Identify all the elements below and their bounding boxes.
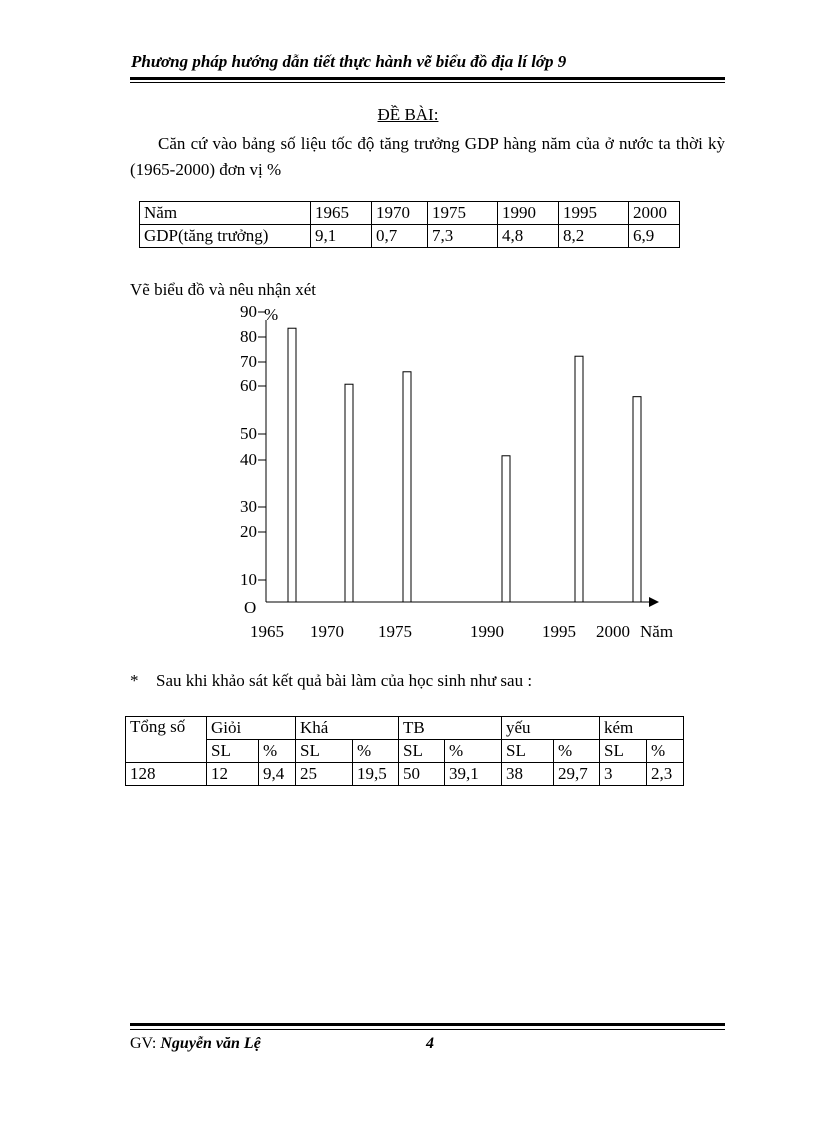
bar-2000 — [633, 397, 641, 602]
y-tick-label: 60 — [240, 376, 257, 395]
table-cell: 1970 — [372, 202, 428, 225]
table-cell: 1975 — [428, 202, 498, 225]
page-number: 4 — [426, 1035, 434, 1052]
y-tick-label: 90 — [240, 302, 257, 321]
x-tick-label: 1965 — [250, 622, 284, 641]
table-cell: Giỏi — [207, 717, 296, 740]
table-cell: 2,3 — [647, 763, 684, 786]
table-cell: 1965 — [311, 202, 372, 225]
bar-1995 — [575, 356, 583, 602]
bar-1975 — [403, 372, 411, 602]
x-labels — [250, 622, 630, 641]
table-cell: 8,2 — [559, 225, 629, 248]
y-tick-label: 20 — [240, 522, 257, 541]
bar-1965 — [288, 328, 296, 602]
table-cell: 6,9 — [629, 225, 680, 248]
author-prefix: GV: — [130, 1035, 157, 1052]
table-cell: 7,3 — [428, 225, 498, 248]
table-cell: % — [647, 740, 684, 763]
x-tick-label: 1975 — [378, 622, 412, 641]
table-cell: 1990 — [498, 202, 559, 225]
table-cell: GDP(tăng trưởng) — [140, 225, 311, 248]
x-axis-title: Năm — [640, 622, 674, 641]
bar-1990 — [502, 456, 510, 602]
table-cell: 29,7 — [554, 763, 600, 786]
table-cell: 19,5 — [353, 763, 399, 786]
table-cell: 3 — [600, 763, 647, 786]
table-cell: SL — [207, 740, 259, 763]
gdp-value-row — [140, 225, 680, 248]
table-cell: % — [554, 740, 600, 763]
y-tick-label: 70 — [240, 352, 257, 371]
table-cell: % — [353, 740, 399, 763]
header-rule-thin — [130, 82, 725, 83]
table-cell: 9,1 — [311, 225, 372, 248]
table-cell: 38 — [502, 763, 554, 786]
footer-rule-thin — [130, 1029, 725, 1030]
table-cell: % — [259, 740, 296, 763]
author-name: Nguyễn văn Lệ — [160, 1035, 261, 1052]
table-cell: Năm — [140, 202, 311, 225]
table-cell: 50 — [399, 763, 445, 786]
document-header-title: Phương pháp hướng dẫn tiết thực hành vẽ biểu đồ địa lí lớp 9 — [131, 52, 567, 71]
table-cell: yếu — [502, 717, 600, 740]
table-cell: TB — [399, 717, 502, 740]
table-cell: 25 — [296, 763, 353, 786]
results-header-row — [126, 717, 684, 740]
gdp-bar-chart — [230, 300, 700, 645]
bars — [288, 328, 641, 602]
table-cell: kém — [600, 717, 684, 740]
footer-rule-thick — [130, 1023, 725, 1026]
table-cell: % — [445, 740, 502, 763]
note-line — [130, 671, 532, 691]
results-table — [125, 716, 684, 786]
table-cell: 0,7 — [372, 225, 428, 248]
section-title: ĐỀ BÀI: — [377, 105, 439, 124]
table-cell: 9,4 — [259, 763, 296, 786]
results-subheader-row — [126, 740, 684, 763]
note-text: Sau khi khảo sát kết quả bài làm của học sinh như sau : — [156, 671, 533, 690]
table-cell: SL — [502, 740, 554, 763]
gdp-table — [139, 201, 680, 248]
x-tick-label: 1990 — [470, 622, 504, 641]
footer-author — [130, 1035, 261, 1053]
x-tick-label: 1970 — [310, 622, 344, 641]
table-cell: Khá — [296, 717, 399, 740]
gdp-year-row — [140, 202, 680, 225]
table-cell: 39,1 — [445, 763, 502, 786]
results-data-row — [126, 763, 684, 786]
x-axis-arrow — [649, 597, 659, 607]
y-tick-label: 40 — [240, 450, 257, 469]
x-tick-label: 1995 — [542, 622, 576, 641]
y-tick-label: 10 — [240, 570, 257, 589]
y-tick-label: 80 — [240, 327, 257, 346]
intro-paragraph: Căn cứ vào bảng số liệu tốc độ tăng trưởng GDP hàng năm của ở nước ta thời kỳ (1965-2000) đơn vị % — [130, 134, 725, 179]
y-ticks — [240, 302, 266, 589]
table-cell: 128 — [126, 763, 207, 786]
bar-1970 — [345, 384, 353, 602]
table-cell: 2000 — [629, 202, 680, 225]
table-cell: 12 — [207, 763, 259, 786]
instruction-text: Vẽ biểu đồ và nêu nhận xét — [130, 280, 316, 299]
table-cell: SL — [296, 740, 353, 763]
note-bullet: * — [130, 671, 139, 690]
table-cell: Tổng số — [126, 717, 207, 763]
table-cell: 4,8 — [498, 225, 559, 248]
origin-label: O — [244, 598, 257, 617]
table-cell: SL — [399, 740, 445, 763]
table-cell: 1995 — [559, 202, 629, 225]
x-tick-label: 2000 — [596, 622, 630, 641]
y-tick-label: 50 — [240, 424, 257, 443]
y-axis-unit-label: % — [264, 305, 279, 324]
y-tick-label: 30 — [240, 497, 257, 516]
table-cell: SL — [600, 740, 647, 763]
header-rule-thick — [130, 77, 725, 80]
